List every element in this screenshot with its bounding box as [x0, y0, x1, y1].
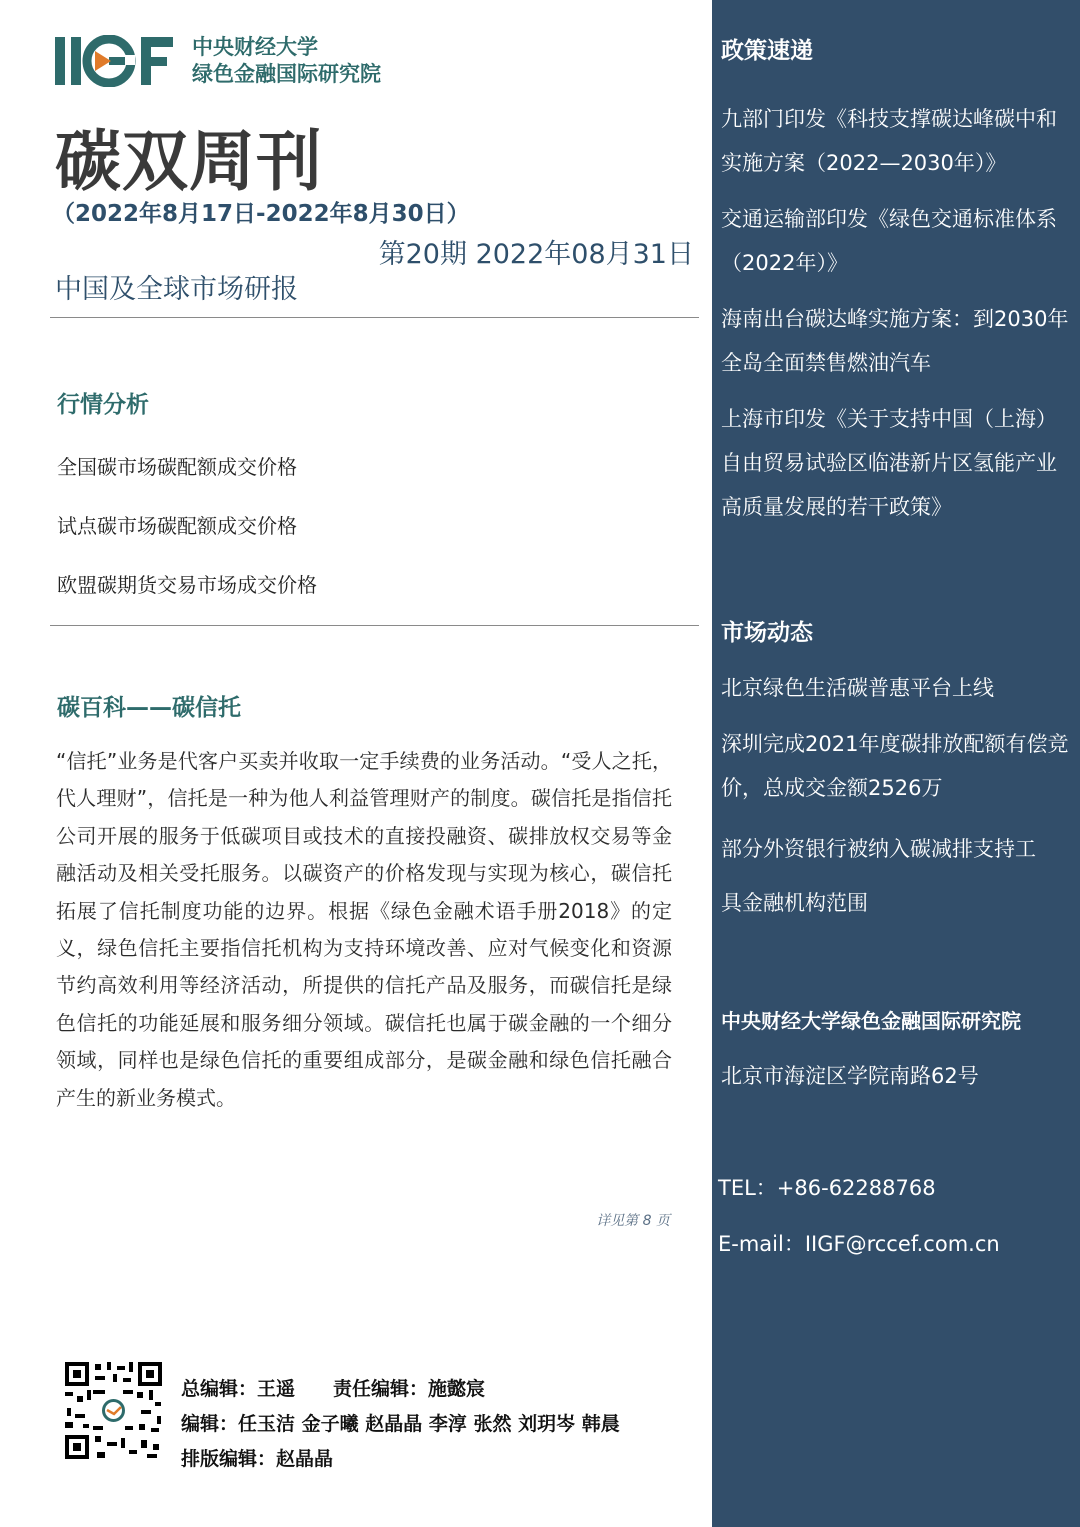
org-line2: 绿色金融国际研究院 [192, 62, 381, 86]
toc-item-national-price[interactable]: 全国碳市场碳配额成交价格 [57, 455, 297, 479]
institute-address: 北京市海淀区学院南路62号 [721, 1064, 979, 1088]
contact-email[interactable]: E-mail：IIGF@rccef.com.cn [718, 1232, 1000, 1256]
policy-item-hainan[interactable]: 海南出台碳达峰实施方案：到2030年全岛全面禁售燃油汽车 [721, 307, 1069, 375]
divider [50, 317, 699, 318]
credits [181, 1372, 620, 1477]
policy-item-tech-plan[interactable]: 九部门印发《科技支撑碳达峰碳中和实施方案（2022—2030年）》 [721, 107, 1057, 175]
toc-item-pilot-price[interactable]: 试点碳市场碳配额成交价格 [57, 514, 297, 538]
market-item-shenzhen[interactable]: 深圳完成2021年度碳排放配额有偿竞价，总成交金额2526万 [721, 732, 1069, 800]
credits-editors: 编辑：任玉洁 金子曦 赵晶晶 李淳 张然 刘玥岑 韩晨 [181, 1413, 620, 1435]
divider [50, 625, 699, 626]
contact-tel: TEL：+86-62288768 [718, 1176, 936, 1200]
qr-code-icon [63, 1360, 164, 1461]
encyclopedia-body: “信托”业务是代客户买卖并收取一定手续费的业务活动。“受人之托，代人理财”，信托是一种为他人利益管理财产的制度。碳信托是指信托公司开展的服务于低碳项目或技术的直接投融资、碳排放权交易等金融活动及相关受托服务。以碳资产的价格发现与实现为核心，碳信托拓展了信托制度功能的边界。根据《绿色金融术语手册2018》的定义，绿色信托主要指信托机构为支持环境改善、应对气候变化和资源节约高效利用等经济活动，所提供的信托产品及服务，而碳信托是绿色信托的功能延展和服务细分领域。碳信托也属于碳金融的一个细分领域，同样也是绿色信托的重要组成部分，是碳金融和绿色信托融合产生的新业务模式。 [56, 749, 672, 1110]
issue-number: 第20期 2022年08月31日 [378, 239, 694, 270]
policy-heading: 政策速递 [721, 38, 813, 64]
date-range: （2022年8月17日-2022年8月30日） [52, 201, 470, 227]
encyclopedia-heading: 碳百科——碳信托 [57, 695, 241, 721]
iigf-logo-icon [55, 35, 175, 87]
credits-chief-editor: 总编辑：王遥 责任编辑：施懿宸 [181, 1378, 486, 1400]
see-page-link[interactable]: 详见第 8 页 [596, 1213, 670, 1229]
sidebar [712, 0, 1080, 1527]
magazine-title: 碳双周刊 [55, 123, 323, 200]
credits-layout-editor: 排版编辑：赵晶晶 [181, 1448, 334, 1470]
org-name [192, 34, 381, 88]
policy-item-shanghai-hydrogen[interactable]: 上海市印发《关于支持中国（上海）自由贸易试验区临港新片区氢能产业高质量发展的若干政策》 [721, 407, 1057, 519]
toc-item-eu-futures-price[interactable]: 欧盟碳期货交易市场成交价格 [57, 573, 317, 597]
report-subtitle: 中国及全球市场研报 [55, 274, 298, 305]
policy-item-green-transport[interactable]: 交通运输部印发《绿色交通标准体系（2022年）》 [721, 207, 1057, 275]
market-news-heading: 市场动态 [721, 620, 813, 646]
market-item-beijing[interactable]: 北京绿色生活碳普惠平台上线 [721, 676, 994, 700]
market-analysis-heading: 行情分析 [57, 392, 149, 418]
org-line1: 中央财经大学 [192, 35, 318, 59]
institute-name: 中央财经大学绿色金融国际研究院 [721, 1009, 1021, 1033]
market-item-foreign-banks[interactable]: 部分外资银行被纳入碳减排支持工具金融机构范围 [721, 837, 1036, 915]
